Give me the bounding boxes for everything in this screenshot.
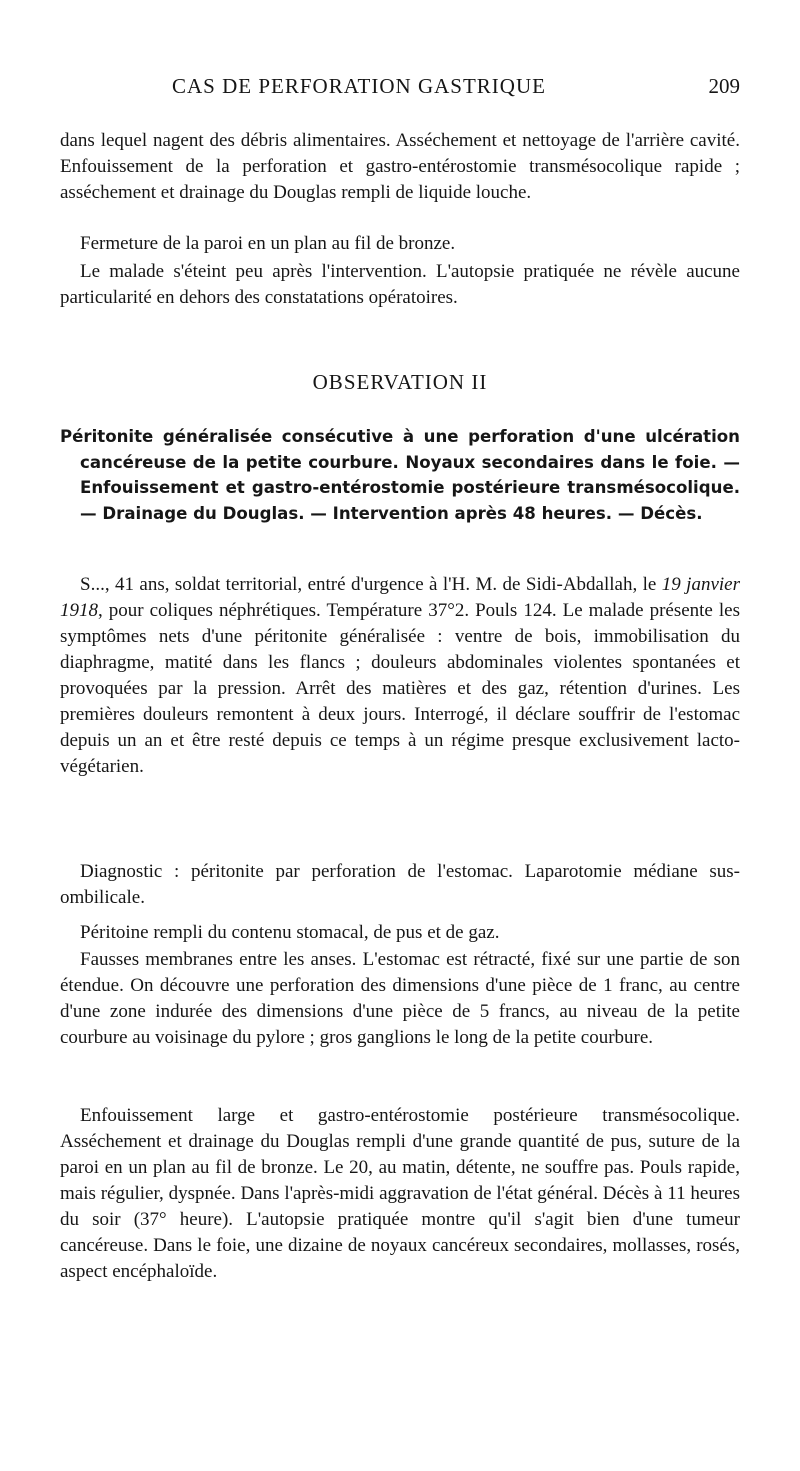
date-text: 19 janvier 1918 xyxy=(60,574,740,621)
paragraph-block xyxy=(60,947,740,1051)
observation-summary xyxy=(60,424,740,526)
paragraph: Fermeture de la paroi en un plan au fil de bronze. xyxy=(80,233,456,254)
paragraph xyxy=(60,572,740,780)
observation-title: OBSERVATION II xyxy=(312,370,488,394)
page-number: 209 xyxy=(708,74,740,98)
paragraph: Diagnostic : péritonite par perforation de l'estomac. Laparotomie médiane sus-ombilicale. xyxy=(60,861,740,908)
continued-paragraph xyxy=(60,128,740,206)
paragraph-text: , pour coliques néphrétiques. Température 37°2. Pouls 124. Le malade présente les symptômes nets d'une péritonite généralisée : ventre de bois, immobilisation du diaphragme, matité dans les flancs ; douleurs abdominales violentes spontanées et provoquées par la pression. Arrêt des matières et des gaz, rétention d'urines. Les premières douleurs remontent à deux jours. Interrogé, il déclare souffrir de l'estomac depuis un an et être resté depuis ce temps à un régime presque exclusivement lacto-végétarien. xyxy=(60,600,740,777)
paragraph-block xyxy=(60,259,740,311)
paragraph: Péritoine rempli du contenu stomacal, de pus et de gaz. xyxy=(80,922,500,943)
running-title: CAS DE PERFORATION GASTRIQUE xyxy=(172,74,546,98)
page-header xyxy=(60,74,740,106)
paragraph: Le malade s'éteint peu après l'intervention. L'autopsie pratiquée ne révèle aucune particularité en dehors des constatations opératoires. xyxy=(60,261,740,308)
paragraph-text: S..., 41 ans, soldat territorial, entré d'urgence à l'H. M. de Sidi-Abdallah, le xyxy=(80,574,662,595)
paragraph: Enfouissement large et gastro-entérostomie postérieure transmésocolique. Asséchement et drainage du Douglas rempli d'une grande quantité de pus, suture de la paroi en un plan au fil de bronze. Le 20, au matin, détente, ne souffre pas. Pouls rapide, mais régulier, dyspnée. Dans l'après-midi aggravation de l'état général. Décès à 11 heures du soir (37° heure). L'autopsie pratiquée montre qu'il s'agit bien d'une tumeur cancéreuse. Dans le foie, une dizaine de noyaux cancéreux secondaires, mollasses, rosés, aspect encéphaloïde. xyxy=(60,1105,740,1282)
paragraph-block xyxy=(60,1103,740,1285)
paragraph: dans lequel nagent des débris alimentaires. Asséchement et nettoyage de l'arrière cavité. Enfouissement de la perforation et gastro-entérostomie transmésocolique rapide ; asséchement et drainage du Douglas rempli de liquide louche. xyxy=(60,130,740,203)
paragraph-block xyxy=(60,920,740,946)
paragraph-block xyxy=(60,572,740,780)
paragraph-block xyxy=(60,859,740,911)
summary-text: Péritonite généralisée consécutive à une perforation d'une ulcération cancéreuse de la petite courbure. Noyaux secondaires dans le foie. — Enfouissement et gastro-entérostomie postérieure transmésocolique. — Drainage du Douglas. — Intervention après 48 heures. — Décès. xyxy=(60,427,740,523)
paragraph: Fausses membranes entre les anses. L'estomac est rétracté, fixé sur une partie de son étendue. On découvre une perforation des dimensions d'une pièce de 1 franc, au centre d'une zone indurée des dimensions d'une pièce de 5 francs, au niveau de la petite courbure au voisinage du pylore ; gros ganglions le long de la petite courbure. xyxy=(60,949,740,1048)
paragraph-block xyxy=(60,231,740,257)
